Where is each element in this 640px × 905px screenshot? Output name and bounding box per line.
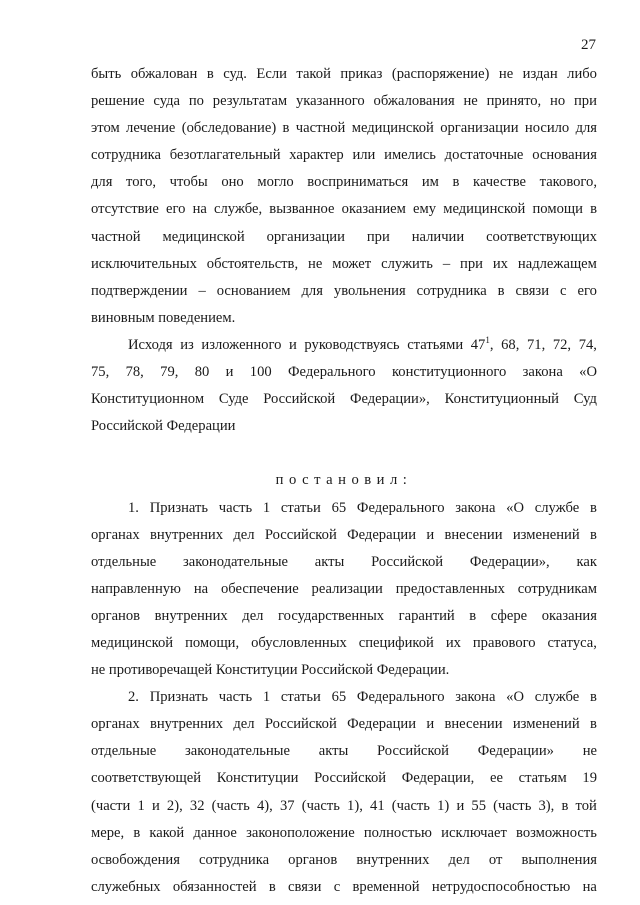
word: (обследование) — [181, 120, 277, 137]
word: органов — [91, 607, 141, 624]
word: их — [492, 255, 508, 272]
word: при — [573, 93, 597, 110]
word: Федерации», — [349, 391, 430, 408]
word: 100 — [249, 364, 272, 381]
text-line — [91, 793, 597, 820]
word: обстоятельств, — [206, 255, 299, 272]
word: в — [561, 797, 569, 814]
word: службе, — [214, 201, 263, 218]
word: чтобы — [169, 174, 208, 191]
word: гарантий — [398, 607, 455, 624]
word: статьям — [518, 770, 567, 787]
word: 71, — [526, 336, 546, 353]
text-line: не противоречащей Конституции Российской Федерации. — [91, 662, 450, 679]
word: в — [452, 174, 460, 191]
word: служебных — [91, 878, 161, 895]
word: акты — [318, 743, 349, 760]
document-body — [91, 61, 597, 901]
word: 3), — [538, 797, 555, 814]
word: результатам — [212, 93, 288, 110]
word: и — [426, 716, 435, 733]
word: либо — [567, 66, 597, 82]
word: службе — [534, 499, 580, 516]
word: сфере — [490, 607, 528, 624]
text-line — [91, 169, 597, 196]
word: в — [497, 282, 505, 299]
word: 55 — [471, 797, 486, 814]
word: статьи — [280, 499, 321, 516]
word: (часть — [391, 797, 430, 814]
word: внутренних — [154, 607, 228, 624]
word: в — [589, 499, 597, 516]
word: увольнения — [333, 282, 406, 299]
word: часть — [218, 689, 253, 706]
word: в — [282, 120, 290, 137]
text-line — [91, 738, 597, 765]
word: 68, — [501, 336, 520, 353]
word: носило — [524, 120, 570, 137]
word: указанного — [295, 93, 365, 110]
word: «О — [506, 689, 525, 706]
word: данное — [193, 824, 237, 841]
text-line — [91, 224, 597, 251]
word: частной — [91, 228, 141, 245]
word: обжалован — [130, 66, 198, 82]
word: закона — [455, 689, 496, 706]
word: в — [589, 526, 597, 543]
word: такой — [296, 66, 331, 82]
word: обжалования — [373, 93, 455, 110]
word: из — [180, 336, 194, 353]
word: его — [577, 282, 597, 299]
text-line — [91, 874, 597, 901]
word: законоположение — [246, 824, 355, 841]
text-line — [91, 115, 597, 142]
word: и — [225, 364, 234, 381]
word: 75, — [91, 364, 110, 381]
word: отсутствие — [91, 201, 159, 218]
word: служить — [381, 255, 433, 272]
word: медицинской — [351, 120, 434, 137]
word: Признать — [149, 499, 209, 516]
word: какой — [149, 824, 185, 841]
word: полностью — [363, 824, 432, 841]
word: исключительных — [91, 255, 197, 272]
word: решение — [91, 93, 145, 110]
text-line — [91, 196, 597, 223]
text-line — [91, 359, 597, 386]
word: изменений — [512, 526, 580, 543]
word: 80 — [194, 364, 210, 381]
word: внутренних — [149, 716, 224, 733]
word: часть — [218, 499, 253, 516]
word: Российской — [371, 553, 444, 570]
word: соответствующей — [91, 770, 202, 787]
word: Конституции — [216, 770, 299, 787]
word: подтверждении — [91, 282, 188, 299]
word: на — [582, 878, 597, 895]
text-line — [91, 630, 597, 657]
word: 65 — [331, 499, 347, 516]
word: им — [421, 174, 439, 191]
word: Российской — [314, 770, 387, 787]
word: возможность — [516, 824, 597, 841]
word: их — [445, 634, 461, 651]
word: и — [426, 526, 435, 543]
word: правового — [472, 634, 536, 651]
text-line — [91, 88, 597, 115]
word: 32 — [189, 797, 205, 814]
text-line — [91, 711, 597, 738]
word: с — [560, 282, 567, 299]
word: Федерации», — [469, 553, 550, 570]
word: предоставленных — [395, 580, 505, 597]
word: на — [192, 201, 207, 218]
word: обусловленных — [251, 634, 347, 651]
word: не — [498, 66, 514, 82]
word: в — [133, 824, 141, 841]
word: 78, — [125, 364, 144, 381]
word: исключает — [441, 824, 507, 841]
word: организации — [266, 228, 345, 245]
text-line — [91, 332, 597, 359]
word: организации — [440, 120, 519, 137]
word: Исходя — [128, 336, 173, 353]
word: Российской — [264, 526, 337, 543]
word: освобождения — [91, 851, 180, 868]
word: той — [575, 797, 597, 814]
word: сотрудникам — [517, 580, 597, 597]
word: медицинской — [91, 634, 174, 651]
word: наличии — [411, 228, 465, 245]
word: Федерации» — [477, 743, 554, 760]
word: службе — [534, 689, 580, 706]
word: при — [460, 255, 483, 272]
word: связи — [288, 878, 322, 895]
text-line — [91, 495, 597, 522]
word: ее — [489, 770, 503, 787]
text-line — [91, 522, 597, 549]
word: дел — [233, 716, 255, 733]
word: оно — [221, 174, 244, 191]
word: качестве — [472, 174, 527, 191]
word: внесении — [444, 526, 503, 543]
text-line — [91, 549, 597, 576]
word: в — [268, 878, 276, 895]
word: для — [301, 282, 323, 299]
word: дел — [233, 526, 255, 543]
word: 65 — [331, 689, 347, 706]
word: (часть — [493, 797, 532, 814]
word: дел — [448, 851, 470, 868]
word: – — [442, 255, 451, 272]
word: в — [589, 689, 597, 706]
word: отдельные — [91, 743, 157, 760]
word: Федерации, — [401, 770, 475, 787]
word: его — [166, 201, 186, 218]
word: в — [206, 66, 214, 82]
word: Федерации — [347, 526, 416, 543]
word: конституционного — [391, 364, 507, 381]
word: имелись — [384, 147, 436, 164]
word: органах — [91, 526, 140, 543]
word: этом — [91, 120, 120, 137]
word: Федерального — [356, 689, 445, 706]
word: обязанностей — [172, 878, 257, 895]
text-line — [91, 847, 597, 874]
word: сотрудника — [416, 282, 487, 299]
word: направленную — [91, 580, 181, 597]
word: в — [589, 716, 597, 733]
word: Если — [256, 66, 287, 82]
word: внутренних — [149, 526, 224, 543]
word: вызванное — [269, 201, 335, 218]
text-line — [91, 820, 597, 847]
word: характер — [289, 147, 344, 164]
text-line — [91, 386, 597, 413]
word: ему — [413, 201, 437, 218]
word: 2. — [128, 689, 139, 706]
word: помощи — [532, 201, 583, 218]
word: не — [308, 255, 323, 272]
word: оказания — [541, 607, 597, 624]
word: государственных — [278, 607, 385, 624]
word: или — [352, 147, 376, 164]
word: реализации — [311, 580, 383, 597]
word: – — [198, 282, 206, 299]
word: такового, — [539, 174, 597, 191]
word: 1) — [437, 797, 450, 814]
word: лечение — [126, 120, 176, 137]
word: 79, — [160, 364, 179, 381]
word: 74, — [578, 336, 597, 353]
word: 41 — [370, 797, 385, 814]
word: (части — [91, 797, 131, 814]
word: Суд — [573, 391, 597, 408]
word: 1 — [262, 689, 271, 706]
word: для — [575, 120, 597, 137]
word: Конституционный — [444, 391, 559, 408]
word: отдельные — [91, 553, 157, 570]
word: основанием — [216, 282, 291, 299]
word: обеспечение — [220, 580, 299, 597]
resolution-heading: постановил: — [275, 472, 413, 489]
word: оказанием — [341, 201, 406, 218]
text-line — [91, 684, 597, 711]
word: (часть — [211, 797, 250, 814]
word: соответствующих — [486, 228, 597, 245]
word: «О — [579, 364, 597, 381]
word: нетрудоспособностью — [431, 878, 571, 895]
word: частной — [295, 120, 346, 137]
text-line — [91, 251, 597, 278]
word: но — [550, 93, 566, 110]
word: (распоряжение) — [391, 66, 490, 82]
word: Федерального — [356, 499, 445, 516]
word: законодательные — [183, 553, 289, 570]
word: в — [590, 201, 597, 218]
word: быть — [91, 66, 122, 82]
word: как — [576, 553, 597, 570]
word: внутренних — [356, 851, 430, 868]
word: принято, — [486, 93, 542, 110]
word: того, — [126, 174, 157, 191]
text-line — [91, 765, 597, 792]
word: Признать — [149, 689, 209, 706]
word: сотрудника — [91, 147, 162, 164]
word: изложенного — [201, 336, 282, 353]
word: Российской — [263, 391, 336, 408]
word: суд. — [223, 66, 247, 82]
word: внесении — [444, 716, 503, 733]
word: мере, — [91, 824, 125, 841]
text-line — [91, 576, 597, 603]
word: основания — [532, 147, 597, 164]
word: и — [456, 797, 465, 814]
text-line — [91, 603, 597, 630]
word: от — [488, 851, 503, 868]
word: 2), — [166, 797, 183, 814]
word: связи — [515, 282, 550, 299]
word: не — [463, 93, 478, 110]
word: может — [332, 255, 372, 272]
word: на — [193, 580, 209, 597]
text-line: Российской Федерации — [91, 418, 236, 435]
page-number: 27 — [581, 37, 596, 53]
word: органах — [91, 716, 140, 733]
word: закона — [455, 499, 496, 516]
word: суда — [153, 93, 180, 110]
word: 1. — [128, 499, 139, 516]
word: (часть — [301, 797, 340, 814]
word: 1 — [262, 499, 271, 516]
word: не — [582, 743, 597, 760]
word: 1), — [347, 797, 363, 814]
text-line — [91, 142, 597, 169]
word: Суде — [218, 391, 249, 408]
word: спецификой — [358, 634, 434, 651]
word: Федерального — [288, 364, 376, 381]
word: помощи, — [185, 634, 240, 651]
text-line — [91, 61, 597, 88]
word: при — [366, 228, 390, 245]
word: изменений — [512, 716, 580, 733]
word: 72, — [552, 336, 572, 353]
word: временной — [352, 878, 420, 895]
word: статьи — [280, 689, 321, 706]
word: выполнения — [521, 851, 597, 868]
word: Российской — [377, 743, 449, 760]
word: безотлагательный — [169, 147, 281, 164]
word: и — [151, 797, 160, 814]
word: статуса, — [547, 634, 597, 651]
word: и — [289, 336, 297, 353]
word: «О — [506, 499, 525, 516]
word: по — [188, 93, 204, 110]
word: Конституционном — [91, 391, 205, 408]
word: медицинской — [443, 201, 526, 218]
word: акты — [314, 553, 345, 570]
word: надлежащем — [517, 255, 597, 272]
word: руководствуясь — [304, 336, 400, 353]
word: восприниматься — [307, 174, 409, 191]
word: медицинской — [162, 228, 245, 245]
word: издан — [522, 66, 558, 82]
word: $47^1$, — [470, 334, 494, 353]
word: закона — [522, 364, 563, 381]
text-line — [91, 278, 597, 305]
word: достаточные — [444, 147, 524, 164]
word: приказ — [340, 66, 383, 82]
word: 37 — [279, 797, 295, 814]
word: Российской — [264, 716, 337, 733]
word: сотрудника — [199, 851, 270, 868]
word: статьями — [407, 336, 464, 353]
word: с — [333, 878, 341, 895]
word: могло — [257, 174, 294, 191]
word: законодательные — [184, 743, 290, 760]
word: Федерации — [347, 716, 416, 733]
word: 4), — [256, 797, 273, 814]
word: дел — [242, 607, 264, 624]
word: 19 — [582, 770, 597, 787]
word: 1 — [137, 797, 145, 814]
word: в — [469, 607, 477, 624]
word: для — [91, 174, 113, 191]
word: органов — [288, 851, 338, 868]
text-line: виновным поведением. — [91, 309, 236, 326]
